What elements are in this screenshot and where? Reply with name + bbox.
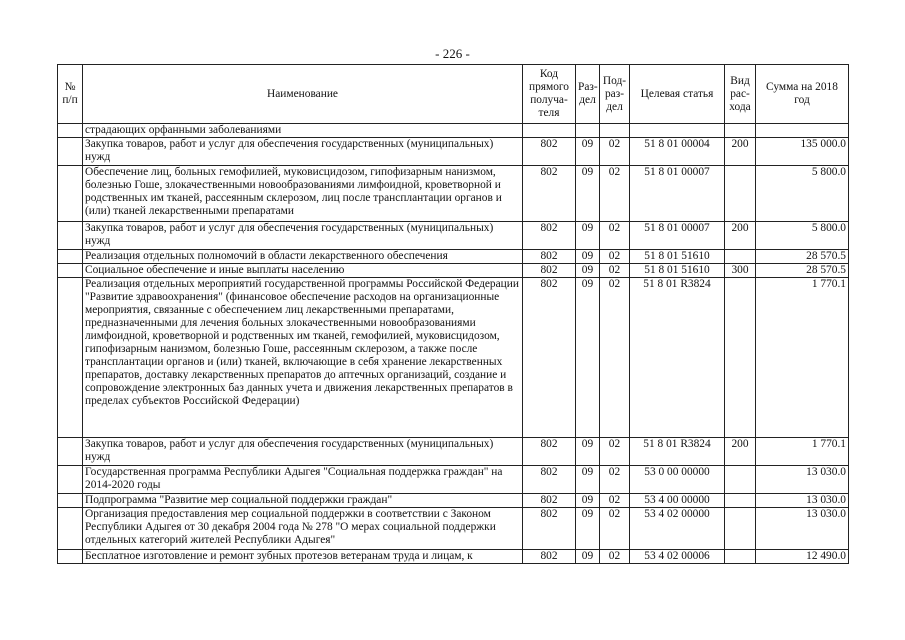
cell-num [58,124,83,138]
table-row [58,250,849,264]
cell-target: 51 8 01 00007 [630,222,725,250]
cell-num [58,466,83,494]
cell-name: Реализация отдельных мероприятий государственной программы Российской Федерации "Развитие здравоохранения" (финансовое обеспечение расходов на организационные мероприятия, связанные с обеспечением лиц лекарственными препаратами, предназначенными для лечения больных злокачественными новообразованиями лимфоидной, кроветворной и родственных им тканей, гемофилией, муковисцидозом, гипофизарным нанизмом, болезнью Гоше, рассеянным склерозом, а также после трансплантации органов и (или) тканей, включающие в себя хранение лекарственных препаратов, доставку лекарственных препаратов до аптечных организаций, создание и сопровождение электронных баз данных учета и движения лекарственных препаратов в пределах субъектов Российской Федерации) [83,278,523,438]
cell-amount [756,124,849,138]
header-ministry-code: Код прямого получа-теля [523,65,576,124]
cell-subsection: 02 [600,138,630,166]
cell-target: 51 8 01 51610 [630,250,725,264]
cell-name: Государственная программа Республики Адыгея "Социальная поддержка граждан" на 2014-2020 годы [83,466,523,494]
cell-subsection: 02 [600,250,630,264]
table-row [58,550,849,564]
cell-section: 09 [576,466,600,494]
cell-ministry: 802 [523,466,576,494]
cell-subsection: 02 [600,438,630,466]
cell-type: 200 [725,438,756,466]
table-row [58,278,849,438]
cell-ministry: 802 [523,438,576,466]
cell-section: 09 [576,550,600,564]
header-amount: Сумма на 2018 год [756,65,849,124]
cell-name: Закупка товаров, работ и услуг для обеспечения государственных (муниципальных) нужд [83,222,523,250]
cell-name: Реализация отдельных полномочий в области лекарственного обеспечения [83,250,523,264]
cell-target: 53 4 00 00000 [630,494,725,508]
table-row [58,166,849,222]
header-section: Раз-дел [576,65,600,124]
cell-amount: 13 030.0 [756,466,849,494]
cell-section: 09 [576,264,600,278]
cell-ministry: 802 [523,166,576,222]
cell-type [725,494,756,508]
cell-target: 51 8 01 00004 [630,138,725,166]
cell-section: 09 [576,438,600,466]
cell-amount: 28 570.5 [756,250,849,264]
cell-section: 09 [576,494,600,508]
table-row [58,494,849,508]
cell-ministry: 802 [523,138,576,166]
cell-subsection: 02 [600,222,630,250]
cell-ministry [523,124,576,138]
cell-subsection: 02 [600,166,630,222]
cell-target: 51 8 01 00007 [630,166,725,222]
cell-num [58,438,83,466]
cell-amount: 1 770.1 [756,438,849,466]
cell-ministry: 802 [523,250,576,264]
cell-ministry: 802 [523,508,576,550]
cell-amount: 13 030.0 [756,494,849,508]
budget-table [57,64,849,564]
cell-subsection: 02 [600,508,630,550]
cell-ministry: 802 [523,278,576,438]
cell-target: 51 8 01 51610 [630,264,725,278]
cell-ministry: 802 [523,550,576,564]
cell-amount: 5 800.0 [756,222,849,250]
cell-num [58,138,83,166]
cell-type: 300 [725,264,756,278]
table-row [58,264,849,278]
header-target-article: Целевая статья [630,65,725,124]
cell-type [725,550,756,564]
cell-target: 51 8 01 R3824 [630,278,725,438]
cell-subsection: 02 [600,278,630,438]
cell-ministry: 802 [523,222,576,250]
cell-num [58,250,83,264]
cell-type [725,278,756,438]
cell-section: 09 [576,508,600,550]
cell-num [58,222,83,250]
cell-type [725,124,756,138]
cell-amount: 28 570.5 [756,264,849,278]
cell-subsection: 02 [600,550,630,564]
cell-num [58,278,83,438]
cell-ministry: 802 [523,494,576,508]
cell-target: 53 4 02 00000 [630,508,725,550]
cell-name: Бесплатное изготовление и ремонт зубных протезов ветеранам труда и лицам, к [83,550,523,564]
cell-ministry: 802 [523,264,576,278]
cell-name: Подпрограмма "Развитие мер социальной поддержки граждан" [83,494,523,508]
table-row [58,138,849,166]
cell-name: Организация предоставления мер социальной поддержки в соответствии с Законом Республики Адыгея от 30 декабря 2004 года № 278 "О мерах социальной поддержки отдельных категорий жителей Республики Адыгея" [83,508,523,550]
cell-type [725,466,756,494]
table-row [58,438,849,466]
table-header-row [58,65,849,124]
table-row [58,508,849,550]
table-row [58,466,849,494]
cell-amount: 12 490.0 [756,550,849,564]
cell-target: 51 8 01 R3824 [630,438,725,466]
page-number: - 226 - [435,46,470,61]
table-row [58,124,849,138]
cell-num [58,550,83,564]
cell-amount: 135 000.0 [756,138,849,166]
cell-amount: 5 800.0 [756,166,849,222]
cell-section: 09 [576,166,600,222]
cell-name: Социальное обеспечение и иные выплаты населению [83,264,523,278]
cell-name: Закупка товаров, работ и услуг для обеспечения государственных (муниципальных) нужд [83,438,523,466]
cell-target: 53 4 02 00006 [630,550,725,564]
header-num: № п/п [58,65,83,124]
cell-target [630,124,725,138]
cell-num [58,166,83,222]
header-expense-type: Вид рас-хода [725,65,756,124]
cell-type: 200 [725,138,756,166]
cell-subsection [600,124,630,138]
cell-section: 09 [576,138,600,166]
cell-type [725,508,756,550]
cell-section: 09 [576,278,600,438]
cell-num [58,494,83,508]
cell-name: Закупка товаров, работ и услуг для обеспечения государственных (муниципальных) нужд [83,138,523,166]
cell-section: 09 [576,222,600,250]
table-row [58,222,849,250]
cell-target: 53 0 00 00000 [630,466,725,494]
cell-name: Обеспечение лиц, больных гемофилией, муковисцидозом, гипофизарным нанизмом, болезнью Гоше, злокачественными новообразованиями лимфоидной, кроветворной и родственных им тканей, рассеянным склерозом, лиц после трансплантации органов и (или) тканей лекарственными препаратами [83,166,523,222]
cell-type [725,250,756,264]
cell-type [725,166,756,222]
cell-subsection: 02 [600,264,630,278]
cell-type: 200 [725,222,756,250]
cell-num [58,508,83,550]
cell-subsection: 02 [600,466,630,494]
header-subsection: Под-раз-дел [600,65,630,124]
cell-subsection: 02 [600,494,630,508]
cell-num [58,264,83,278]
cell-section: 09 [576,250,600,264]
cell-name: страдающих орфанными заболеваниями [83,124,523,138]
cell-amount: 13 030.0 [756,508,849,550]
header-name: Наименование [83,65,523,124]
cell-amount: 1 770.1 [756,278,849,438]
cell-section [576,124,600,138]
